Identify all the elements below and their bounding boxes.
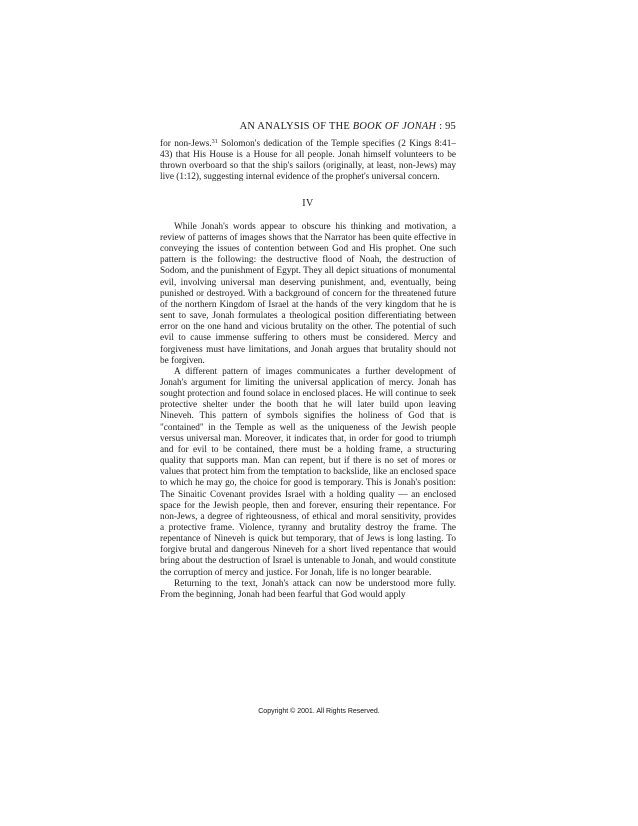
running-head-separator: : <box>436 121 446 132</box>
running-head <box>160 121 456 132</box>
page-number: 95 <box>445 121 456 132</box>
section-heading: IV <box>302 197 314 209</box>
paragraph: Returning to the text, Jonah's attack can now be understood more fully. From the beginning, Jonah had been fearful that God would apply <box>160 578 456 600</box>
running-head-prefix: AN ANALYSIS OF THE <box>239 121 353 132</box>
paragraph-intro-rest: Solomon's dedication of the Temple specifies (2 Kings 8:41–43) that His House is a House for all people. Jonah himself volunteers to be thrown overboard so that the ship's sailors (originally, at least, non-Jews) may live (1:12), suggesting internal evidence of the prophet's universal concern. <box>160 139 456 183</box>
paragraph: A different pattern of images communicates a further development of Jonah's argument for limiting the universal application of mercy. Jonah has sought protection and found solace in enclosed places. He will continue to seek protective shelter under the booth that he will later build upon leaving Nineveh. This pattern of symbols signifies the holiness of God that is "contained" in the Temple as well as the uniqueness of the Jewish people versus universal man. Moreover, it indicates that, in order for good to triumph and for evil to be contained, there must be a holding frame, a structuring quality that supports man. Man can repent, but if there is no set of mores or values that protect him from the temptation to backslide, like an enclosed space to which he may go, the choice for good is temporary. This is Jonah's position: The Sinaitic Covenant provides Israel with a holding quality — an enclosed space for the Jewish people, then and forever, ensuring their repentance. For non-Jews, a degree of righteousness, of ethical and moral sensitivity, provides a protective frame. Violence, tyranny and brutality destroy the frame. The repentance of Nineveh is quick but temporary, that of Jews is long lasting. To forgive brutal and dangerous Nineveh for a short lived repentance that would bring about the destruction of Israel is untenable to Jonah, and would constitute the corruption of mercy and justice. For Jonah, life is no longer bearable. <box>160 366 456 578</box>
body-text <box>160 139 456 601</box>
copyright-notice: Copyright © 2001. All Rights Reserved. <box>258 708 380 715</box>
running-head-book-title: BOOK OF JONAH <box>352 121 437 132</box>
footnote-ref: 31 <box>211 138 218 145</box>
paragraph: While Jonah's words appear to obscure his thinking and motivation, a review of patterns of images shows that the Narrator has been quite effective in conveying the issues of contention between God and His prophet. One such pattern is the following: the destructive flood of Noah, the destruction of Sodom, and the punishment of Egypt. They all depict situations of monumental evil, involving universal man deserving punishment, and, eventually, being punished or destroyed. With a background of concern for the threatened future of the northern Kingdom of Israel at the hands of the very kingdom that he is sent to save, Jonah formulates a theological position differentiating between error on the one hand and vicious brutality on the other. The potential of such evil to cause immense suffering to others must be considered. Mercy and forgiveness must have limitations, and Jonah argues that brutality should not be forgiven. <box>160 221 456 366</box>
paragraph-intro <box>160 139 456 184</box>
paragraph-intro-start: for non-Jews. <box>160 139 212 149</box>
